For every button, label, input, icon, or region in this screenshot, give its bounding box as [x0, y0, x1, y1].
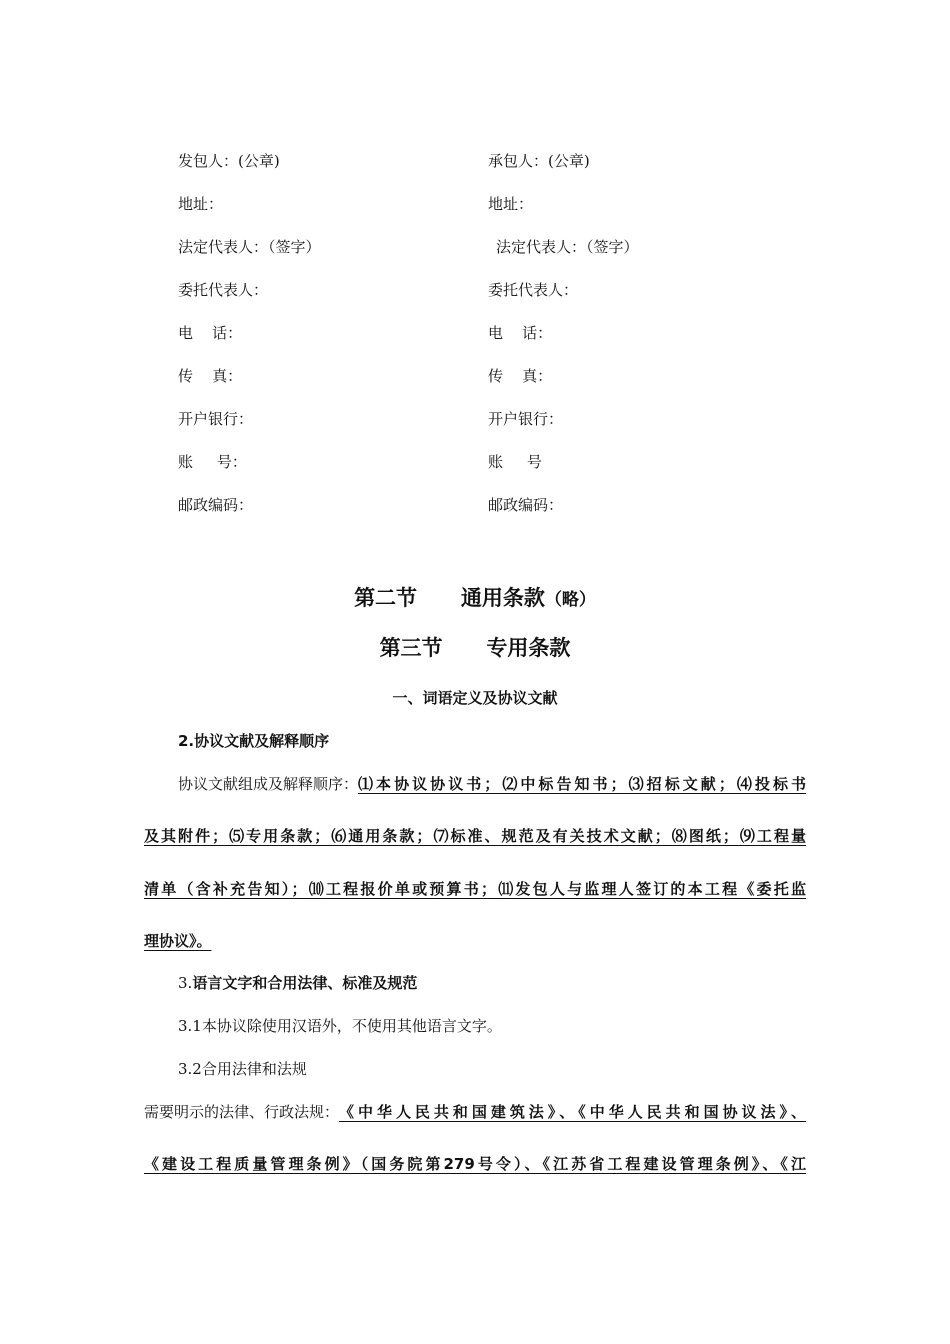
laws-list-part-2: 《建设工程质量管理条例》（国务院第279号令）、《江苏省工程建设管理条例》、《江	[144, 1155, 806, 1173]
employer-legal-rep-label: 法定代表人：（签字）	[178, 238, 321, 256]
employer-postcode-label: 邮政编码：	[178, 496, 254, 514]
employer-bank-label: 开户银行：	[178, 410, 254, 428]
clause-2-order-part-1: ⑴本协议协议书；⑵中标告知书；⑶招标文献；⑷投标书	[358, 775, 806, 793]
clause-3-number: 3.	[178, 974, 193, 992]
clause-2-order-part-2: 及其附件；⑸专用条款；⑹通用条款；⑺标准、规范及有关技术文献；⑻图纸；⑼工程量	[144, 827, 806, 845]
employer-seal-label: 发包人：(公章)	[178, 152, 280, 170]
section-general-title: 第二节 通用条款	[354, 586, 545, 610]
contractor-phone-label: 电 话：	[488, 324, 553, 342]
clause-3-title: 语言文字和合用法律、标准及规范	[192, 974, 418, 992]
clause-3-2: 3.2合用法律和法规	[178, 1060, 307, 1078]
contractor-fax-label: 传 真：	[488, 367, 553, 385]
contractor-bank-label: 开户银行：	[488, 410, 564, 428]
laws-intro: 需要明示的法律、行政法规：	[144, 1103, 340, 1121]
clause-3-heading	[178, 973, 417, 993]
contractor-account-label: 账 号	[488, 453, 542, 471]
contractor-legal-rep-label: 法定代表人：（签字）	[496, 238, 639, 256]
clause-3-1: 3.1本协议除使用汉语外，不使用其他语言文字。	[178, 1017, 502, 1035]
chapter-heading: 一、词语定义及协议文献	[392, 689, 558, 707]
section-special-heading: 第三节 专用条款	[379, 636, 571, 660]
contractor-seal-label: 承包人：(公章)	[488, 152, 590, 170]
clause-2-order-part-4: 理协议》。	[144, 932, 212, 950]
laws-line-1	[144, 1102, 806, 1122]
clause-2-heading: 2.协议文献及解释顺序	[178, 732, 330, 750]
contractor-address-label: 地址：	[488, 195, 534, 213]
clause-2-order-part-3: 清单（含补充告知）；⑽工程报价单或预算书；⑾发包人与监理人签订的本工程《委托监	[144, 880, 806, 898]
employer-phone-label: 电 话：	[178, 324, 243, 342]
laws-list-part-1: 《中华人民共和国建筑法》、《中华人民共和国协议法》、	[339, 1103, 806, 1121]
section-general-note: （略）	[544, 590, 596, 610]
employer-account-label: 账 号：	[178, 453, 247, 471]
contractor-postcode-label: 邮政编码：	[488, 496, 564, 514]
employer-address-label: 地址：	[178, 195, 224, 213]
contractor-agent-label: 委托代表人：	[488, 281, 579, 299]
clause-2-intro: 协议文献组成及解释顺序：	[178, 775, 359, 793]
section-general-heading	[0, 584, 950, 614]
employer-agent-label: 委托代表人：	[178, 281, 269, 299]
employer-fax-label: 传 真：	[178, 367, 243, 385]
clause-2-line-1	[178, 774, 806, 794]
